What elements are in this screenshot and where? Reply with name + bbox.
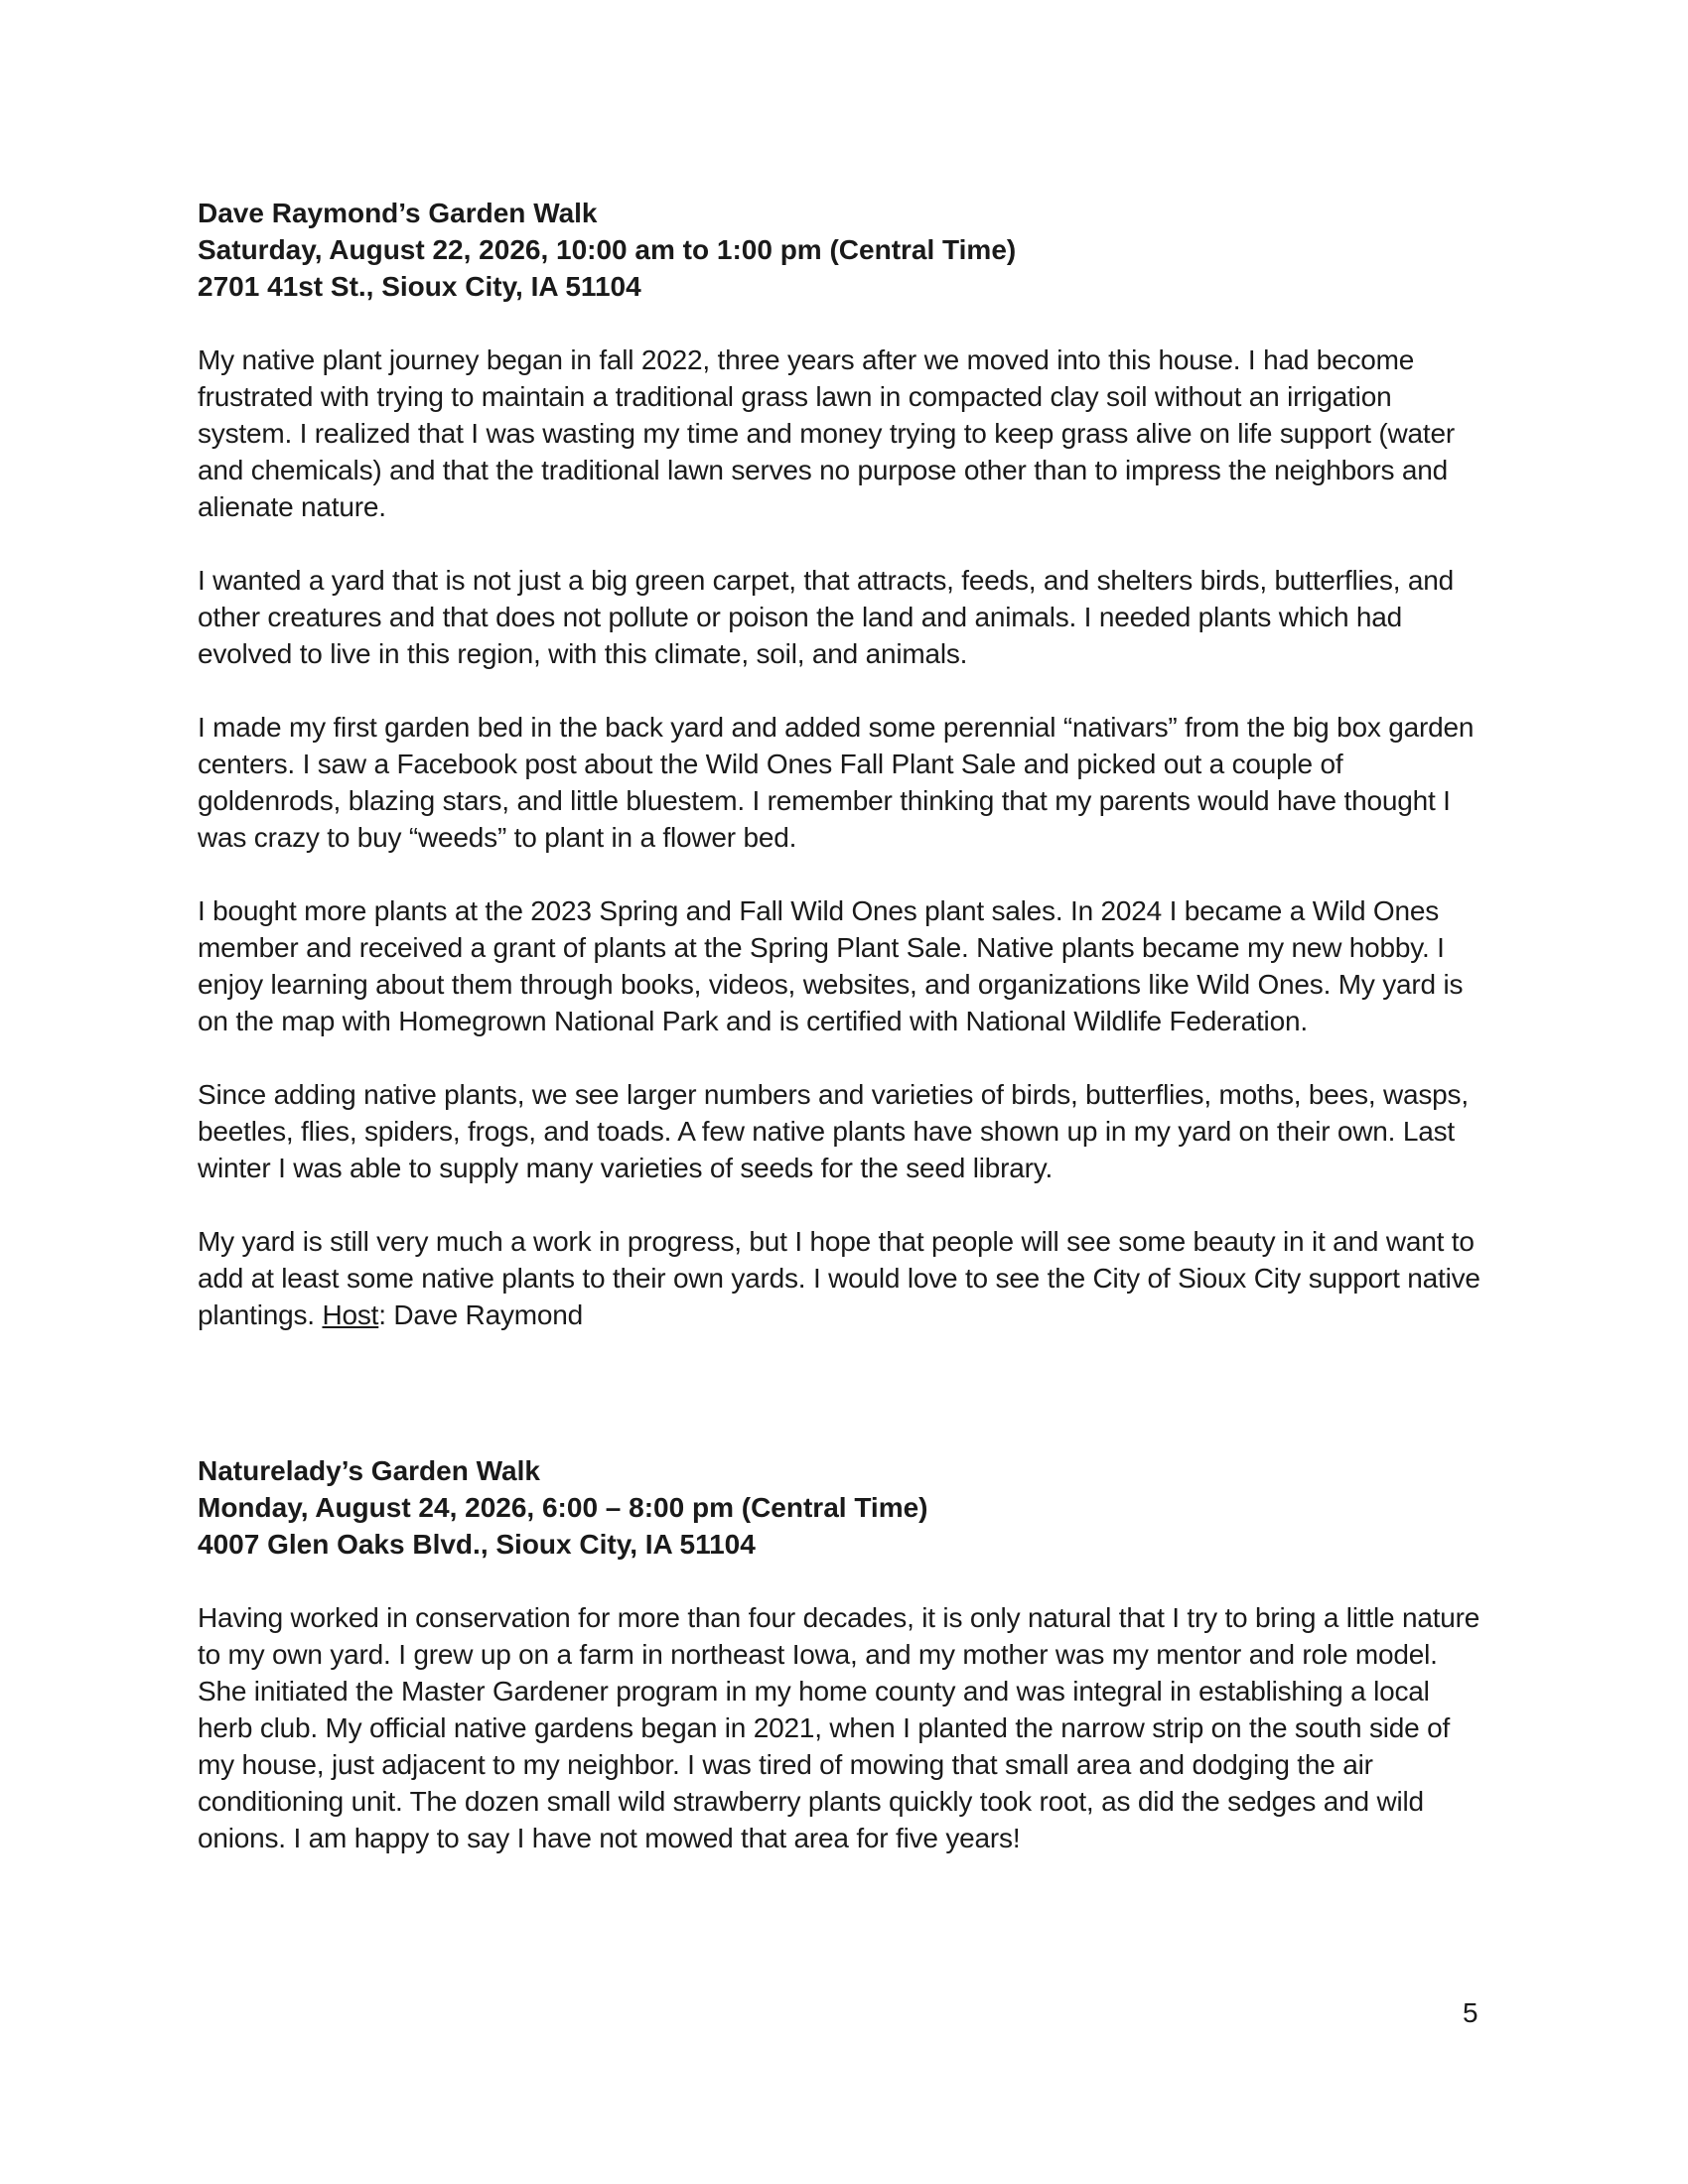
paragraph: I made my first garden bed in the back yard and added some perennial “nativars” from the big box garden centers. I saw a Facebook post about the Wild Ones Fall Plant Sale and picked out a couple of goldenrods, blazing stars, and little bluestem. I remember thinking that my parents would have thought I was crazy to buy “weeds” to plant in a flower bed. [198, 712, 1475, 853]
page-number: 5 [1463, 1997, 1478, 2028]
paragraph: Having worked in conservation for more than four decades, it is only natural that I try to bring a little nature to my own yard. I grew up on a farm in northeast Iowa, and my mother was my mentor and role model. She initiated the Master Gardener program in my home county and was integral in establishing a local herb club. My official native gardens began in 2021, when I planted the narrow strip on the south side of my house, just adjacent to my neighbor. I was tired of mowing that small area and dodging the air conditioning unit. The dozen small wild strawberry plants quickly took root, as did the sedges and wild onions. I am happy to say I have not mowed that area for five years! [198, 1602, 1480, 1853]
spacer [198, 305, 1488, 341]
walk-title: Naturelady’s Garden Walk [198, 1455, 540, 1486]
walk-date: Monday, August 24, 2026, 6:00 – 8:00 pm (Central Time) [198, 1492, 928, 1523]
paragraph: I wanted a yard that is not just a big green carpet, that attracts, feeds, and shelters birds, butterflies, and other creatures and that does not pollute or poison the land and animals. I needed plants which had evolved to live in this region, with this climate, soil, and animals. [198, 565, 1454, 669]
walk-address: 4007 Glen Oaks Blvd., Sioux City, IA 51104 [198, 1529, 756, 1560]
paragraph: I bought more plants at the 2023 Spring and Fall Wild Ones plant sales. In 2024 I became a Wild Ones member and received a grant of plants at the Spring Plant Sale. Native plants became my new hobby. I enjoy learning about them through books, videos, websites, and organizations like Wild Ones. My yard is on the map with Homegrown National Park and is certified with National Wildlife Federation. [198, 895, 1464, 1036]
spacer [198, 1563, 1488, 1599]
walk-title: Dave Raymond’s Garden Walk [198, 198, 598, 228]
paragraph-with-host [198, 1223, 1488, 1333]
garden-walk-dave-raymond [198, 195, 1488, 1370]
walk-date: Saturday, August 22, 2026, 10:00 am to 1:00 pm (Central Time) [198, 234, 1017, 265]
paragraph: Since adding native plants, we see larger numbers and varieties of birds, butterflies, moths, bees, wasps, beetles, flies, spiders, frogs, and toads. A few native plants have shown up in my yard on their own. Last winter I was able to supply many varieties of seeds for the seed library. [198, 1079, 1469, 1183]
garden-walk-naturelady [198, 1452, 1488, 1893]
host-label: Host [322, 1299, 379, 1330]
paragraph: My native plant journey began in fall 2022, three years after we moved into this house. I had become frustrated with trying to maintain a traditional grass lawn in compacted clay soil without an irrigation system. I realized that I was wasting my time and money trying to keep grass alive on life support (water and chemicals) and that the traditional lawn serves no purpose other than to impress the neighbors and alienate nature. [198, 344, 1456, 522]
host-name: : Dave Raymond [378, 1299, 583, 1330]
walk-address: 2701 41st St., Sioux City, IA 51104 [198, 271, 641, 302]
paragraph-text: My yard is still very much a work in progress, but I hope that people will see some beauty in it and want to add at least some native plants to their own yards. I would love to see the City of Sioux City support native plantings. [198, 1226, 1480, 1330]
